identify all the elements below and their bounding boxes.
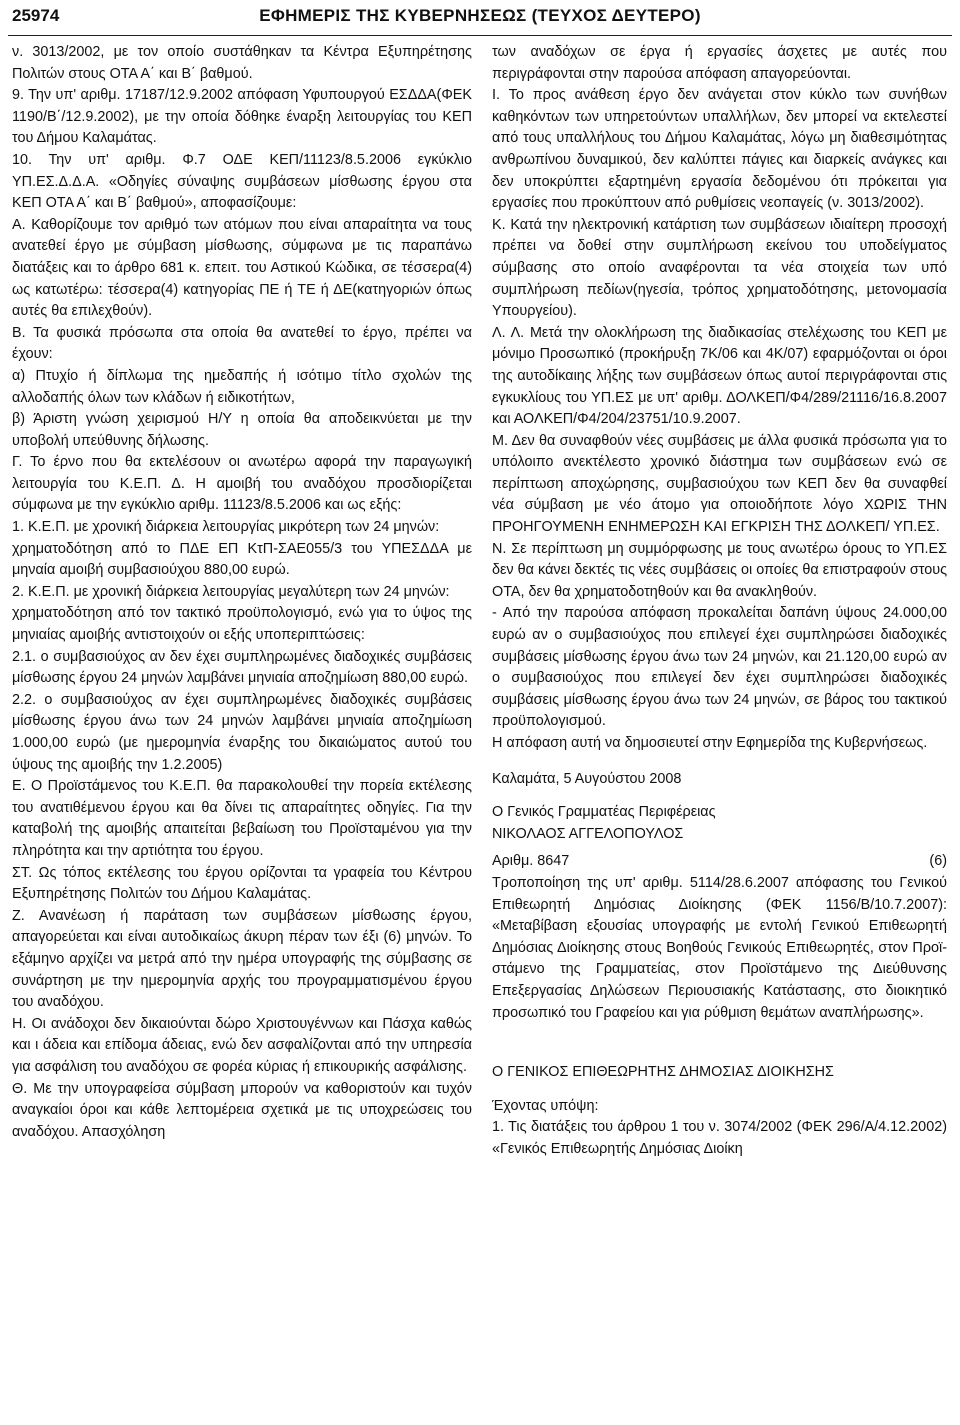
page-number: 25974 bbox=[12, 6, 60, 25]
paragraph: - Από την παρούσα απόφαση προκαλείται δαπάνη ύψους 24.000,00 ευρώ αν ο συμβασιούχος που επιλεγεί έχει συμπληρώσει διαδοχικές συμβάσεις μίσθωσης έργου άνω των 24 μηνών, και 21.120,00 ευρώ αν ο συμβασιούχος που επιλεγεί δεν έχει συμπληρώσει διαδοχικές συμβάσεις μίσθωσης έργου άνω των 24 μηνών, σε βάρος του τακτικού προϋπολογισμού. bbox=[492, 605, 947, 730]
page-header bbox=[0, 0, 960, 36]
considering-item: 1. Τις διατάξεις του άρθρου 1 του ν. 3074/2002 (ΦΕΚ 296/Α/4.12.2002) «Γενικός Επιθεωρητής Δημόσιας Διοίκη bbox=[492, 1119, 947, 1157]
paragraph: α) Πτυχίο ή δίπλωμα της ημεδαπής ή ισότιμο τίτλο σχολών της αλλοδαπής όλων των κλάδων ή ειδικοτήτων, bbox=[12, 367, 472, 406]
paragraph: 1. Κ.Ε.Π. με χρονική διάρκεια λειτουργίας μικρότερη των 24 μηνών: bbox=[12, 519, 440, 536]
paragraph: 2.1. ο συμβασιούχος αν δεν έχει συμπληρωμένες διαδοχικές συμβάσεις μίσθωσης έργου 24 μηνών λαμβάνει μηνιαία αποζημίωση 880,00 ευρώ. bbox=[12, 648, 472, 687]
gazette-title: ΕΦΗΜΕΡΙΣ ΤΗΣ ΚΥΒΕΡΝΗΣΕΩΣ (ΤΕΥΧΟΣ ΔΕΥΤΕΡΟ) bbox=[259, 6, 701, 25]
spacer bbox=[492, 1084, 947, 1096]
paragraph: 2.2. ο συμβασιούχος αν έχει συμπληρωμένες διαδοχικές συμβάσεις μίσθωσης έργου άνω των 24 μηνών λαμβάνει μηνιαία αποζημίωση 1.000,00 ευρώ (με ημερομηνία έναρξης του δικαιώματος αυτού του ύψους της αμοιβής την 1.2.2005) bbox=[12, 691, 472, 773]
decision-number: Αριθμ. 8647 bbox=[492, 853, 570, 870]
issuer-heading: Ο ΓΕΝΙΚΟΣ ΕΠΙΘΕΩΡΗΤΗΣ ΔΗΜΟΣΙΑΣ ΔΙΟΙΚΗΣΗΣ bbox=[492, 1064, 834, 1081]
paragraph: 9. Την υπ' αριθμ. 17187/12.9.2002 απόφαση Υφυπουργού ΕΣΔΔΑ(ΦΕΚ 1190/Β΄/12.9.2002), με την οποία δόθηκε έναρξη λειτουργίας του ΚΕΠ του Δήμου Καλαμάτας. bbox=[12, 87, 472, 147]
signatory-name: ΝΙΚΟΛΑΟΣ ΑΓΓΕΛΟΠΟΥΛΟΣ bbox=[492, 825, 684, 842]
left-column bbox=[12, 42, 472, 1143]
paragraph: Μ. Δεν θα συναφθούν νέες συμβάσεις με άλλα φυσικά πρόσωπα για το υπόλοιπο ανεκτέλεστο χρονικό διάστημα των συμβάσεων ενώ σε περίπτωση αποχώρησης, συμβασιούχου των ΚΕΠ δεν θα συναφθεί νέα σύμβαση με νέο άτομο για οποιοδήποτε λόγο ΧΩΡΙΣ ΤΗΝ ΠΡΟΗΓΟΥΜΕΝΗ ΕΝΗΜΕΡΩΣΗ ΚΑΙ ΕΓΚΡΙΣΗ ΤΗΣ ΔΟΛΚΕΠ/ ΥΠ.ΕΣ. bbox=[492, 432, 947, 536]
paragraph: β) Άριστη γνώση χειρισμού Η/Υ η οποία θα αποδεικνύεται με την υποβολή υπεύθυνης δήλωσης. bbox=[12, 411, 472, 449]
paragraph: Ν. Σε περίπτωση μη συμμόρφωσης με τους ανωτέρω όρους το ΥΠ.ΕΣ δεν θα κάνει δεκτές τις νέες συμβάσεις οι οποίες θα επιστραφούν στους ΟΤΑ, δεν θα χρηματοδοτηθούν και θα ανακληθούν. bbox=[492, 540, 947, 600]
spacer bbox=[492, 790, 947, 802]
paragraph: Η. Οι ανάδοχοι δεν δικαιούνται δώρο Χριστουγέννων και Πάσχα καθώς και ι άδεια και επίδομα άδειας, ενώ δεν ασφαλίζονται από την υπηρεσία για ασφάλιση του αναδόχου σε φορέα κύριας ή επικουρικής ασφάλισης. bbox=[12, 1015, 472, 1075]
paragraph: ν. 3013/2002, με τον οποίο συστάθηκαν τα Κέντρα Εξυπηρέτησης Πολιτών στους ΟΤΑ Α΄ και Β΄ βαθμού. bbox=[12, 44, 472, 82]
decision-index: (6) bbox=[929, 853, 947, 870]
paragraph: χρηματοδότηση από τον τακτικό προϋπολογισμό, ενώ για το ύψος της μηνιαίας αμοιβής αντιστοιχούν οι εξής υποπεριπτώσεις: bbox=[12, 605, 472, 644]
paragraph: Β. Τα φυσικά πρόσωπα στα οποία θα ανατεθεί το έργο, πρέπει να έχουν: bbox=[12, 324, 472, 363]
header-rule bbox=[8, 35, 952, 36]
spacer bbox=[492, 755, 947, 769]
place-date: Καλαμάτα, 5 Αυγούστου 2008 bbox=[492, 770, 682, 787]
paragraph: Θ. Με την υπογραφείσα σύμβαση μπορούν να καθοριστούν και τυχόν αναγκαίοι όροι και κάθε λεπτομέρεια σχετικά με τις υποχρεώσεις του αναδόχου. Απασχόληση bbox=[12, 1080, 472, 1140]
paragraph: χρηματοδότηση από το ΠΔΕ ΕΠ ΚτΠ-ΣΑΕ055/3 του ΥΠΕΣΔΔΑ με μηναία αμοιβή συμβασιούχου 880,00 ευρώ. bbox=[12, 540, 472, 579]
paragraph: Ε. Ο Προϊστάμενος του Κ.Ε.Π. θα παρακολουθεί την πορεία εκτέλεσης του ανατιθέμενου έργου και θα δίνει τις απαραίτητες οδηγίες. Για την καταβολή της αμοιβής απαιτείται βεβαίωση του Προϊσταμένου για την πληρότητα και την αρτιότητα του έργου. bbox=[12, 778, 472, 859]
paragraph: 10. Την υπ' αριθμ. Φ.7 ΟΔΕ ΚΕΠ/11123/8.5.2006 εγκύκλιο ΥΠ.ΕΣ.Δ.Δ.Α. «Οδηγίες σύναψης συμβάσεων μίσθωσης έργου στα ΚΕΠ ΟΤΑ Α΄ και Β΄ βαθμού», αποφασίζουμε: bbox=[12, 151, 472, 212]
paragraph: των αναδόχων σε έργα ή εργασίες άσχετες με αυτές που περιγράφονται στην παρούσα απόφαση απαγορεύονται. bbox=[492, 44, 947, 82]
paragraph: Κ. Κατά την ηλεκτρονική κατάρτιση των συμβάσεων ιδιαίτερη προσοχή πρέπει να δοθεί στην συμπλήρωση εκείνου του υποδείγματος σύμβασης στο οποίο αναφέρονται τα νέα στοιχεία των υπό συμπλήρωση πεδίων(ηγεσία, τρόπος χρηματοδότησης, μετονομασία Υπουργείου). bbox=[492, 216, 947, 320]
decision-reference bbox=[492, 851, 947, 873]
spacer bbox=[492, 1024, 947, 1062]
paragraph: ΣΤ. Ως τόπος εκτέλεσης του έργου ορίζονται τα γραφεία του Κέντρου Εξυπηρέτησης Πολιτών του Δήμου Καλαμάτας. bbox=[12, 864, 472, 903]
paragraph: Λ. Λ. Μετά την ολοκλήρωση της διαδικασίας στελέχωσης του ΚΕΠ με μόνιμο Προσωπικό (προκήρυξη 7Κ/06 και 4Κ/07) εφαρμόζονται οι όροι της αυτοδίκαιης λήξης των συμβάσεων όπως αυτοί περιγράφονται στις εγκυκλίους του ΥΠ.ΕΣ με υπ' αριθμ. ΔΟΛΚΕΠ/Φ4/289/21116/16.8.2007 και ΑΟΛΚΕΠ/Φ4/204/23751/10.9.2007. bbox=[492, 324, 947, 428]
considering-label: Έχοντας υπόψη: bbox=[492, 1097, 599, 1114]
decision-title: Τροποποίηση της υπ' αριθμ. 5114/28.6.2007 απόφασης του Γενικού Επιθεωρητή Δημόσιας Διοίκησης (ΦΕΚ 1156/Β/10.7.2007): «Μεταβίβαση εξουσίας υπογραφής με εντολή Γενικού Επιθεωρητή Δημόσιας Διοίκησης στους Βοηθούς Γενικούς Επιθεωρητές, στον Προϊστάμενο της Γραμματείας, στον Προϊστάμενο της Διεύθυνσης Επεξεργασίας Δηλώσεων Περιουσιακής Κατάστασης, στο διοικητικό προσωπικό του Γραφείου και για ρύθμιση θεμάτων αναπλήρωσης». bbox=[492, 874, 947, 1021]
right-column bbox=[492, 42, 947, 1161]
paragraph: 2. Κ.Ε.Π. με χρονική διάρκεια λειτουργίας μεγαλύτερη των 24 μηνών: bbox=[12, 583, 450, 600]
paragraph: Ζ. Ανανέωση ή παράταση των συμβάσεων μίσθωσης έργου, απαγορεύεται και είναι αυτοδικαίως άκυρη πέραν των έξι (6) μηνών. Το εξάμηνο αρχίζει να μετρά από την ημέρα υπογραφής της σύμβασης σε συνάρτηση με την ημερομηνία αρχής του προγραμματισμένου έργου του αναδόχου. bbox=[12, 907, 472, 1011]
paragraph: Ι. Το προς ανάθεση έργο δεν ανάγεται στον κύκλο των συνήθων καθηκόντων των υπηρετούντων υπαλλήλων, δεν μπορεί να εκτελεστεί από τους υπαλλήλους του Δήμου Καλαμάτας, λόγω μη διαθεσιμότητας ανθρωπίνου δυναμικού, δεν καλύπτει πάγιες και διαρκείς ανάγκες και δεν υποκρύπτει εξαρτημένη εργασία δεδομένου ότι πρόκειται για εργασίες που προκύπτουν από ρυθμίσεις νεοπαγείς (ν. 3013/2002). bbox=[492, 87, 947, 212]
paragraph: Α. Καθορίζουμε τον αριθμό των ατόμων που είναι απαραίτητα να τους ανατεθεί έργο με σύμβαση μίσθωσης, σύμφωνα με τις παραπάνω διατάξεις και το άρθρο 681 κ. επειτ. του Αστικού Κώδικα, σε τέσσερα(4) ως κατωτέρω: τέσσερα(4) κατηγορίας ΠΕ ή ΤΕ ή ΔΕ(κατηγοριών όπως αυτές θα επιλεχθούν). bbox=[12, 216, 472, 320]
signatory-title: Ο Γενικός Γραμματέας Περιφέρειας bbox=[492, 804, 716, 821]
paragraph: Η απόφαση αυτή να δημοσιευτεί στην Εφημερίδα της Κυβερνήσεως. bbox=[492, 735, 928, 751]
paragraph: Γ. Το έρνο που θα εκτελέσουν οι ανωτέρω αφορά την παραγωγική λειτουργία του Κ.Ε.Π. Δ. Η αμοιβή του αναδόχου προσδιορίζεται σύμφωνα με την εγκύκλιο αριθμ. 11123/8.5.2006 και ως εξής: bbox=[12, 454, 472, 514]
